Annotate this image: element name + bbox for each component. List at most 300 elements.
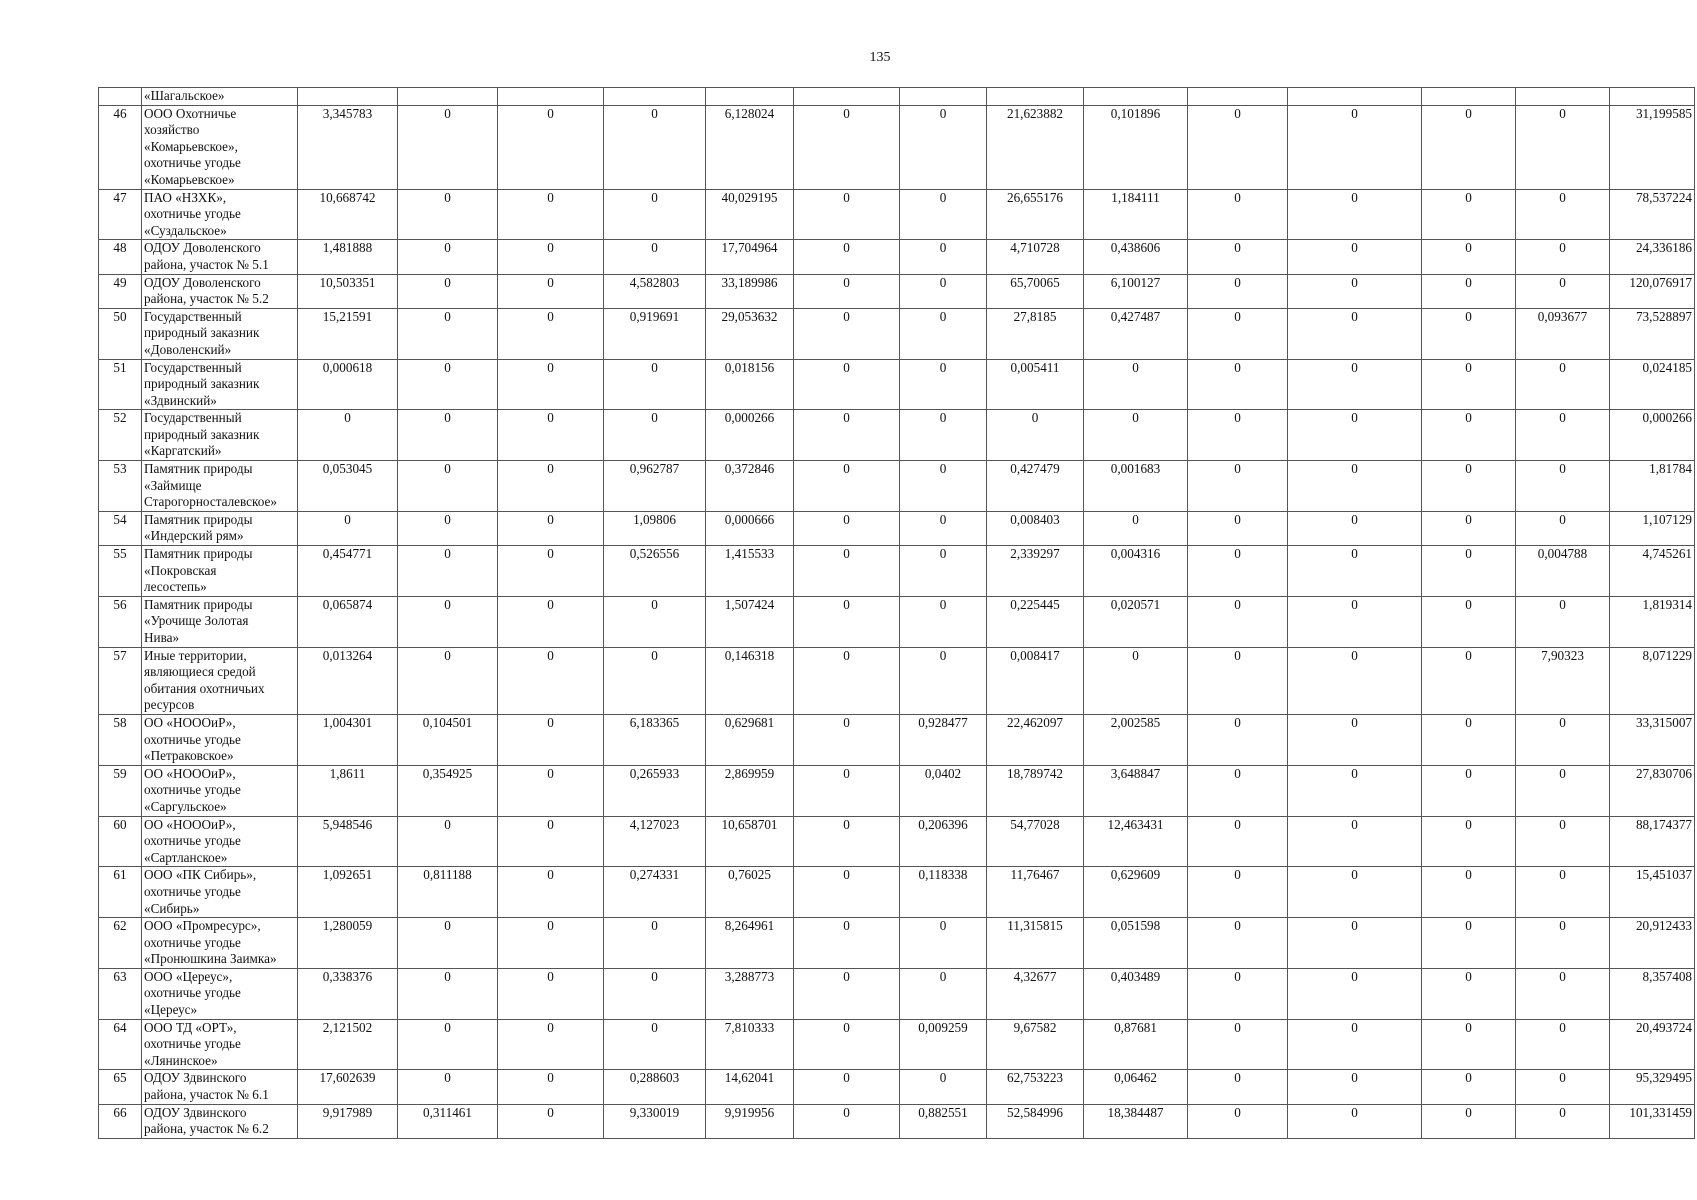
territory-name-line: «Саргульское» [144, 798, 227, 814]
territory-name-line: Старогорносталевское» [144, 494, 277, 510]
territory-name-line: ОДОУ Здвинского [144, 1070, 247, 1086]
value-cell: 0 [900, 511, 987, 545]
value-cell [987, 88, 1084, 106]
row-number-cell: 48 [99, 240, 142, 274]
value-cell: 0,001683 [1084, 461, 1188, 512]
total-cell: 24,336186 [1610, 240, 1695, 274]
territory-name-line: ООО Охотничье [144, 105, 237, 121]
value-cell: 6,128024 [706, 105, 794, 189]
value-cell: 0,919691 [604, 308, 706, 359]
value-cell [398, 88, 498, 106]
value-cell [1288, 88, 1422, 106]
territory-name-line: «Цереус» [144, 1002, 198, 1018]
value-cell: 1,415533 [706, 546, 794, 597]
row-number-cell: 57 [99, 647, 142, 714]
value-cell: 0 [1188, 189, 1288, 240]
territory-name-line: лесостепь» [144, 579, 207, 595]
territory-name-line: «Здвинский» [144, 392, 217, 408]
value-cell: 4,582803 [604, 274, 706, 308]
territory-name-line: ООО «Цереус», [144, 968, 233, 984]
value-cell: 0 [1188, 714, 1288, 765]
value-cell: 0,265933 [604, 765, 706, 816]
territory-name-line: ОО «НОООиР», [144, 765, 236, 781]
territory-name-line: «Лянинское» [144, 1052, 218, 1068]
value-cell: 3,288773 [706, 968, 794, 1019]
value-cell: 0,053045 [298, 461, 398, 512]
value-cell: 0 [1188, 1104, 1288, 1138]
row-number-cell: 66 [99, 1104, 142, 1138]
total-cell: 1,819314 [1610, 596, 1695, 647]
value-cell: 0 [498, 546, 604, 597]
value-cell: 0 [1288, 189, 1422, 240]
territory-name-line: ООО ТД «ОРТ», [144, 1019, 237, 1035]
value-cell: 0 [398, 274, 498, 308]
value-cell [794, 88, 900, 106]
value-cell: 0 [498, 816, 604, 867]
territory-name-line: «Покровская [144, 562, 217, 578]
table-row [99, 461, 1695, 512]
value-cell: 27,8185 [987, 308, 1084, 359]
row-number-cell: 49 [99, 274, 142, 308]
value-cell: 2,002585 [1084, 714, 1188, 765]
value-cell: 22,462097 [987, 714, 1084, 765]
value-cell: 0 [1516, 765, 1610, 816]
value-cell: 4,710728 [987, 240, 1084, 274]
value-cell: 0,004316 [1084, 546, 1188, 597]
value-cell: 10,503351 [298, 274, 398, 308]
value-cell: 0,101896 [1084, 105, 1188, 189]
value-cell: 0 [398, 546, 498, 597]
value-cell: 0,020571 [1084, 596, 1188, 647]
territory-name-line: ООО «ПК Сибирь», [144, 867, 257, 883]
table-row [99, 1104, 1695, 1138]
total-cell: 20,493724 [1610, 1019, 1695, 1070]
value-cell: 65,70065 [987, 274, 1084, 308]
value-cell: 0,004788 [1516, 546, 1610, 597]
value-cell [604, 88, 706, 106]
value-cell: 0 [604, 968, 706, 1019]
value-cell: 0 [900, 968, 987, 1019]
row-number-cell: 52 [99, 410, 142, 461]
total-cell: 120,076917 [1610, 274, 1695, 308]
value-cell: 11,76467 [987, 867, 1084, 918]
value-cell: 0 [1288, 240, 1422, 274]
value-cell: 0 [398, 105, 498, 189]
value-cell: 0 [498, 410, 604, 461]
value-cell: 0 [1288, 596, 1422, 647]
value-cell: 14,62041 [706, 1070, 794, 1104]
value-cell [1422, 88, 1516, 106]
territory-name-line: охотничье угодье [144, 1036, 241, 1052]
value-cell [706, 88, 794, 106]
value-cell: 0 [604, 105, 706, 189]
value-cell: 0,288603 [604, 1070, 706, 1104]
value-cell: 0 [398, 410, 498, 461]
value-cell: 0 [1288, 1070, 1422, 1104]
value-cell [498, 88, 604, 106]
value-cell: 0 [1516, 410, 1610, 461]
table-row [99, 240, 1695, 274]
territory-name-line: Памятник природы [144, 546, 253, 562]
value-cell: 0 [794, 546, 900, 597]
value-cell: 0,008417 [987, 647, 1084, 714]
value-cell: 0 [498, 511, 604, 545]
value-cell: 10,668742 [298, 189, 398, 240]
territory-name-cell [142, 765, 298, 816]
value-cell: 0 [1288, 918, 1422, 969]
value-cell: 0,118338 [900, 867, 987, 918]
value-cell: 0 [1188, 968, 1288, 1019]
value-cell: 0 [1516, 714, 1610, 765]
value-cell: 1,507424 [706, 596, 794, 647]
data-table [98, 87, 1695, 1139]
value-cell: 0 [900, 105, 987, 189]
value-cell: 0 [398, 308, 498, 359]
table-row [99, 511, 1695, 545]
territory-name-line: «Займище [144, 477, 202, 493]
territory-name-cell [142, 1104, 298, 1138]
value-cell: 0,427487 [1084, 308, 1188, 359]
territory-name-line: «Комарьевское» [144, 171, 235, 187]
value-cell: 0,000266 [706, 410, 794, 461]
value-cell: 0 [1516, 968, 1610, 1019]
territory-name-line: охотничье угодье [144, 782, 241, 798]
value-cell: 0 [794, 968, 900, 1019]
territory-name-line: охотничье угодье [144, 985, 241, 1001]
table-row [99, 546, 1695, 597]
value-cell: 9,67582 [987, 1019, 1084, 1070]
value-cell: 0 [794, 816, 900, 867]
value-cell: 0 [1422, 240, 1516, 274]
value-cell: 0 [1188, 461, 1288, 512]
value-cell: 0,206396 [900, 816, 987, 867]
value-cell: 0 [1422, 511, 1516, 545]
value-cell: 0 [900, 410, 987, 461]
table-row [99, 867, 1695, 918]
value-cell: 0 [794, 918, 900, 969]
total-cell: 95,329495 [1610, 1070, 1695, 1104]
value-cell: 0 [1084, 647, 1188, 714]
territory-name-cell [142, 410, 298, 461]
value-cell: 0 [398, 816, 498, 867]
value-cell: 0,009259 [900, 1019, 987, 1070]
territory-name-cell [142, 308, 298, 359]
value-cell [298, 88, 398, 106]
value-cell: 3,648847 [1084, 765, 1188, 816]
value-cell: 0 [1516, 274, 1610, 308]
total-cell: 20,912433 [1610, 918, 1695, 969]
territory-name-cell [142, 714, 298, 765]
value-cell: 0 [794, 461, 900, 512]
table-row [99, 1070, 1695, 1104]
value-cell: 0,311461 [398, 1104, 498, 1138]
table-row [99, 105, 1695, 189]
territory-name-line: ОДОУ Доволенского [144, 274, 261, 290]
value-cell: 0 [1288, 1019, 1422, 1070]
value-cell: 0 [1188, 359, 1288, 410]
value-cell: 0 [1422, 1070, 1516, 1104]
value-cell: 0 [900, 546, 987, 597]
value-cell: 0,811188 [398, 867, 498, 918]
value-cell: 21,623882 [987, 105, 1084, 189]
value-cell: 0 [498, 359, 604, 410]
value-cell: 0 [794, 647, 900, 714]
value-cell: 5,948546 [298, 816, 398, 867]
territory-name-cell [142, 1019, 298, 1070]
territory-name-line: природный заказник [144, 376, 260, 392]
value-cell: 0 [1288, 816, 1422, 867]
value-cell: 0 [1188, 511, 1288, 545]
value-cell: 0 [794, 189, 900, 240]
table-row [99, 714, 1695, 765]
value-cell: 0,008403 [987, 511, 1084, 545]
value-cell: 0 [1288, 461, 1422, 512]
territory-name-line: «Комарьевское», [144, 138, 238, 154]
value-cell: 1,184111 [1084, 189, 1188, 240]
value-cell: 2,121502 [298, 1019, 398, 1070]
value-cell: 54,77028 [987, 816, 1084, 867]
total-cell: 8,357408 [1610, 968, 1695, 1019]
territory-name-line: Памятник природы [144, 461, 253, 477]
value-cell: 0 [1422, 308, 1516, 359]
territory-name-line: являющиеся средой [144, 664, 256, 680]
value-cell: 0 [1516, 867, 1610, 918]
value-cell: 0 [1516, 189, 1610, 240]
total-cell: 88,174377 [1610, 816, 1695, 867]
value-cell: 12,463431 [1084, 816, 1188, 867]
territory-name-line: Памятник природы [144, 511, 253, 527]
value-cell: 0,526556 [604, 546, 706, 597]
value-cell: 0 [1516, 1070, 1610, 1104]
total-cell: 8,071229 [1610, 647, 1695, 714]
value-cell: 0 [498, 647, 604, 714]
territory-name-cell [142, 647, 298, 714]
value-cell: 0,338376 [298, 968, 398, 1019]
value-cell: 0 [1188, 765, 1288, 816]
row-number-cell: 64 [99, 1019, 142, 1070]
value-cell: 0,051598 [1084, 918, 1188, 969]
territory-name-cell [142, 461, 298, 512]
value-cell: 0 [794, 105, 900, 189]
value-cell: 0,274331 [604, 867, 706, 918]
territory-name-cell [142, 867, 298, 918]
territory-name-cell [142, 359, 298, 410]
value-cell: 0 [604, 359, 706, 410]
value-cell [1084, 88, 1188, 106]
value-cell [1610, 88, 1695, 106]
value-cell: 0,225445 [987, 596, 1084, 647]
value-cell: 0 [900, 596, 987, 647]
table-row [99, 88, 1695, 106]
total-cell: 4,745261 [1610, 546, 1695, 597]
value-cell: 0 [794, 308, 900, 359]
row-number-cell: 61 [99, 867, 142, 918]
value-cell: 0 [1422, 274, 1516, 308]
value-cell: 0 [1422, 1019, 1516, 1070]
territory-name-line: района, участок № 5.1 [144, 256, 269, 272]
value-cell: 1,280059 [298, 918, 398, 969]
value-cell: 40,029195 [706, 189, 794, 240]
value-cell: 18,384487 [1084, 1104, 1188, 1138]
value-cell: 0,018156 [706, 359, 794, 410]
value-cell: 0 [1422, 647, 1516, 714]
territory-name-line: ресурсов [144, 697, 195, 713]
value-cell: 0 [498, 274, 604, 308]
value-cell: 0 [1422, 359, 1516, 410]
value-cell: 0 [794, 359, 900, 410]
value-cell: 0 [1422, 461, 1516, 512]
value-cell: 0 [1422, 1104, 1516, 1138]
value-cell: 0 [498, 308, 604, 359]
value-cell: 0 [1516, 816, 1610, 867]
value-cell: 0,962787 [604, 461, 706, 512]
table-row [99, 359, 1695, 410]
table-body [99, 88, 1695, 1139]
value-cell: 0 [498, 867, 604, 918]
row-number-cell: 47 [99, 189, 142, 240]
total-cell: 1,107129 [1610, 511, 1695, 545]
territory-name-line: Государственный [144, 410, 242, 426]
value-cell: 0 [398, 918, 498, 969]
value-cell: 0 [1188, 274, 1288, 308]
territory-name-line: охотничье угодье [144, 833, 241, 849]
value-cell: 0,093677 [1516, 308, 1610, 359]
row-number-cell: 63 [99, 968, 142, 1019]
total-cell: 101,331459 [1610, 1104, 1695, 1138]
value-cell: 0 [794, 765, 900, 816]
table-row [99, 274, 1695, 308]
value-cell: 0,87681 [1084, 1019, 1188, 1070]
total-cell: 33,315007 [1610, 714, 1695, 765]
value-cell: 29,053632 [706, 308, 794, 359]
value-cell: 0,354925 [398, 765, 498, 816]
territory-name-line: охотничье угодье [144, 206, 241, 222]
value-cell: 0 [604, 647, 706, 714]
value-cell: 0 [1288, 308, 1422, 359]
territory-name-line: «Доволенский» [144, 341, 232, 357]
table-row [99, 816, 1695, 867]
territory-name-line: Нива» [144, 630, 180, 645]
value-cell: 0 [1516, 596, 1610, 647]
total-cell: 27,830706 [1610, 765, 1695, 816]
value-cell: 0 [1516, 918, 1610, 969]
value-cell: 0 [900, 918, 987, 969]
value-cell: 0,013264 [298, 647, 398, 714]
value-cell: 0 [900, 274, 987, 308]
row-number-cell: 46 [99, 105, 142, 189]
value-cell: 0 [498, 105, 604, 189]
territory-name-line: охотничье угодье [144, 934, 241, 950]
value-cell: 0 [1288, 410, 1422, 461]
value-cell: 0 [1422, 765, 1516, 816]
value-cell: 0,146318 [706, 647, 794, 714]
value-cell: 0 [794, 714, 900, 765]
value-cell: 1,09806 [604, 511, 706, 545]
value-cell: 0 [1288, 105, 1422, 189]
value-cell: 0,000618 [298, 359, 398, 410]
value-cell: 18,789742 [987, 765, 1084, 816]
value-cell: 0,76025 [706, 867, 794, 918]
territory-name-line: района, участок № 5.2 [144, 291, 269, 307]
value-cell: 0 [604, 410, 706, 461]
value-cell: 0 [1188, 1070, 1288, 1104]
row-number-cell: 54 [99, 511, 142, 545]
value-cell: 1,8611 [298, 765, 398, 816]
value-cell: 0 [1188, 596, 1288, 647]
value-cell: 0 [1288, 1104, 1422, 1138]
territory-name-line: Иные территории, [144, 647, 247, 663]
value-cell: 0 [1188, 546, 1288, 597]
territory-name-cell [142, 816, 298, 867]
row-number-cell: 59 [99, 765, 142, 816]
territory-name-line: «Индерский рям» [144, 528, 244, 544]
value-cell: 0 [794, 1104, 900, 1138]
value-cell: 0 [498, 968, 604, 1019]
value-cell: 0,104501 [398, 714, 498, 765]
value-cell: 0 [1516, 105, 1610, 189]
value-cell: 0 [1288, 714, 1422, 765]
value-cell: 0 [398, 189, 498, 240]
value-cell: 0 [794, 274, 900, 308]
value-cell: 0 [398, 240, 498, 274]
value-cell: 0 [1188, 816, 1288, 867]
value-cell: 9,919956 [706, 1104, 794, 1138]
territory-name-line: «Суздальское» [144, 222, 227, 238]
value-cell: 62,753223 [987, 1070, 1084, 1104]
value-cell: 0 [900, 240, 987, 274]
value-cell: 0 [1084, 410, 1188, 461]
value-cell: 33,189986 [706, 274, 794, 308]
value-cell: 0 [1288, 968, 1422, 1019]
territory-name-line: «Шагальское» [144, 88, 225, 103]
value-cell: 0 [1516, 461, 1610, 512]
value-cell: 0,438606 [1084, 240, 1188, 274]
value-cell: 0 [900, 1070, 987, 1104]
table-row [99, 308, 1695, 359]
value-cell: 1,092651 [298, 867, 398, 918]
value-cell: 0 [1188, 240, 1288, 274]
value-cell: 10,658701 [706, 816, 794, 867]
value-cell: 7,90323 [1516, 647, 1610, 714]
value-cell: 0 [794, 511, 900, 545]
territory-name-line: ОДОУ Доволенского [144, 240, 261, 256]
territory-name-line: ООО «Промресурс», [144, 918, 261, 934]
table-row [99, 765, 1695, 816]
value-cell: 9,330019 [604, 1104, 706, 1138]
value-cell: 0 [398, 596, 498, 647]
value-cell: 0 [498, 189, 604, 240]
total-cell: 0,000266 [1610, 410, 1695, 461]
territory-name-line: ОО «НОООиР», [144, 816, 236, 832]
territory-name-line: охотничье угодье [144, 155, 241, 171]
table-row [99, 596, 1695, 647]
territory-name-line: природный заказник [144, 325, 260, 341]
value-cell: 0 [794, 240, 900, 274]
territory-name-line: ОО «НОООиР», [144, 714, 236, 730]
value-cell: 0 [398, 461, 498, 512]
value-cell: 0 [1516, 1019, 1610, 1070]
value-cell: 0,005411 [987, 359, 1084, 410]
value-cell: 0,454771 [298, 546, 398, 597]
territory-name-line: хозяйство [144, 122, 200, 138]
value-cell: 0 [900, 359, 987, 410]
value-cell: 0 [1422, 546, 1516, 597]
table-row [99, 647, 1695, 714]
territory-name-line: Государственный [144, 308, 242, 324]
value-cell: 0 [604, 240, 706, 274]
value-cell: 0 [1422, 105, 1516, 189]
value-cell: 0 [398, 511, 498, 545]
